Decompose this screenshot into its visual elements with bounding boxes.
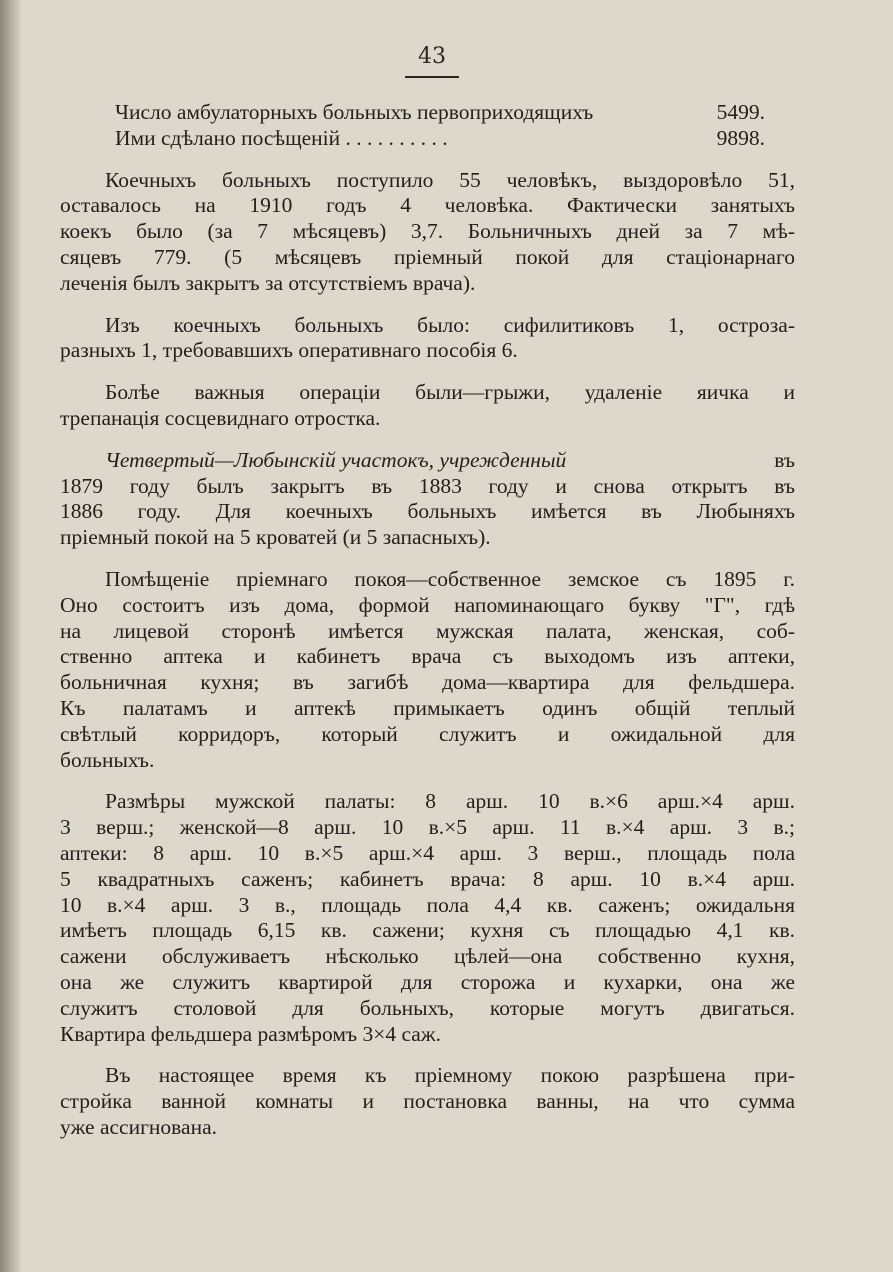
text-line: коекъ было (за 7 мѣсяцевъ) 3,7. Больничныхъ дней за 7 мѣ- — [60, 219, 795, 244]
text-line: Болѣе важныя операціи были—грыжи, удаленіе яичка и — [105, 380, 795, 405]
text-line: стройка ванной комнаты и постановка ванны, на что сумма — [60, 1089, 795, 1114]
text-line: уже ассигнована. — [60, 1114, 217, 1139]
stats-block — [60, 100, 795, 152]
text-line: Изъ коечныхъ больныхъ было: сифилитиковъ 1, остроза- — [105, 312, 795, 337]
text-line: больничная кухня; въ загибѣ дома—квартира для фельдшера. — [60, 670, 795, 695]
text-line: Квартира фельдшера размѣромъ 3×4 саж. — [60, 1021, 442, 1046]
paragraph-beds — [60, 168, 795, 297]
text-line: трепанація сосцевиднаго отростка. — [60, 405, 381, 430]
stat-line — [60, 100, 765, 126]
text-line: оставалось на 1910 годъ 4 человѣка. Фактически занятыхъ — [60, 193, 795, 218]
text-line: аптеки: 8 арш. 10 в.×5 арш.×4 арш. 3 верш., площадь пола — [60, 840, 795, 865]
text-line: разныхъ 1, требовавшихъ оперативнаго пособія 6. — [60, 338, 518, 363]
text-line: сажени обслуживаетъ нѣсколько цѣлей—она собственно кухня, — [60, 944, 795, 969]
stat-label: Ими сдѣлано посѣщеній . . . . . . . . . . — [115, 125, 448, 150]
paragraph-premises — [60, 567, 795, 773]
text-line: служитъ столовой для больныхъ, которые могутъ двигаться. — [60, 995, 795, 1020]
page-number-rule — [405, 76, 459, 78]
text-line: 1879 году былъ закрытъ въ 1883 году и снова открытъ въ — [60, 473, 795, 498]
text-line: 1886 году. Для коечныхъ больныхъ имѣется въ Любыняхъ — [60, 499, 795, 524]
text-line: Оно состоитъ изъ дома, формой напоминающаго букву "Г", гдѣ — [60, 592, 795, 617]
text-line: имѣетъ площадь 6,15 кв. сажени; кухня съ площадью 4,1 кв. — [60, 918, 795, 943]
text-line: 3 верш.; женской—8 арш. 10 в.×5 арш. 11 в.×4 арш. 3 в.; — [60, 815, 795, 840]
text-line: она же служитъ квартирой для сторожа и кухарки, она же — [60, 969, 795, 994]
text-line: 10 в.×4 арш. 3 в., площадь пола 4,4 кв. саженъ; ожидальня — [60, 892, 795, 917]
text-line: 5 квадратныхъ саженъ; кабинетъ врача: 8 арш. 10 в.×4 арш. — [60, 866, 795, 891]
paragraph-lyubyn-district — [60, 448, 795, 551]
text-line: на лицевой сторонѣ имѣется мужская палата, женская, соб- — [60, 618, 795, 643]
paragraph-dimensions — [60, 789, 795, 1047]
text-line: Къ палатамъ и аптекѣ примыкаетъ одинъ общій теплый — [60, 695, 795, 720]
text-line: леченія былъ закрытъ за отсутствіемъ врача). — [60, 270, 476, 295]
stat-value: 9898. — [716, 125, 765, 150]
text-line: больныхъ. — [60, 747, 155, 772]
paragraph-bathroom — [60, 1063, 795, 1140]
text-line: сяцевъ 779. (5 мѣсяцевъ пріемный покой для стаціонарнаго — [60, 244, 795, 269]
text-line: Помѣщеніе пріемнаго покоя—собственное земское съ 1895 г. — [105, 566, 795, 591]
text-line: Въ настоящее время къ пріемному покою разрѣшена при- — [105, 1063, 795, 1088]
stat-value: 5499. — [716, 100, 765, 124]
stat-line — [60, 126, 765, 152]
paragraph-operations — [60, 380, 795, 432]
text-line — [60, 448, 795, 474]
stat-label: Число амбулаторныхъ больныхъ первоприходящихъ — [115, 100, 594, 124]
text-fragment: въ — [774, 447, 795, 472]
page-number: 43 — [418, 44, 446, 69]
text-line: свѣтлый корридоръ, который служитъ и ожидальной для — [60, 721, 795, 746]
text-line: пріемный покой на 5 кроватей (и 5 запасныхъ). — [60, 525, 491, 550]
section-heading-italic: Четвертый—Любынскій участокъ, учрежденный — [105, 447, 567, 472]
paragraph-diseases — [60, 313, 795, 365]
text-line: ственно аптека и кабинетъ врача съ выходомъ изъ аптеки, — [60, 644, 795, 669]
text-line: Коечныхъ больныхъ поступило 55 человѣкъ, выздоровѣло 51, — [105, 167, 795, 192]
page-body — [60, 100, 795, 1141]
text-line: Размѣры мужской палаты: 8 арш. 10 в.×6 арш.×4 арш. — [105, 789, 795, 814]
